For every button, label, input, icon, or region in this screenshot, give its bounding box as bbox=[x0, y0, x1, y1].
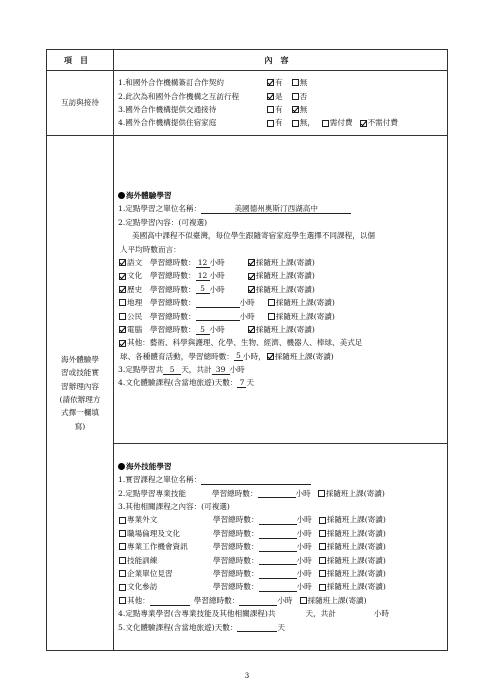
bullet-icon bbox=[118, 192, 125, 199]
skill-item-name: 技能訓練 bbox=[127, 555, 158, 565]
skill-item-name: 專業工作機會資訊 bbox=[127, 542, 188, 552]
checkbox-icon[interactable] bbox=[119, 597, 126, 604]
hours-label: 學習總時數： bbox=[150, 284, 196, 294]
subject-name: 地理 bbox=[127, 298, 143, 308]
form-table bbox=[46, 49, 448, 651]
follow-class-label: 採隨班上課(寄讀) bbox=[255, 324, 315, 334]
skill-item bbox=[118, 540, 443, 553]
skill-item bbox=[118, 567, 443, 580]
subject-name: 語文 bbox=[127, 257, 143, 267]
interact-content bbox=[114, 71, 448, 136]
checkbox-icon[interactable] bbox=[119, 286, 126, 293]
skill-item-name: 專業外文 bbox=[127, 515, 158, 525]
hours-label: 學習總時數： bbox=[150, 311, 196, 321]
hour-unit: 小時 bbox=[209, 271, 225, 281]
exp-other-1: 其他：藝術、科學與護理、化學、生物、經濟、機器人、棒球、美式足 bbox=[118, 336, 443, 349]
checkbox-icon[interactable] bbox=[119, 340, 126, 347]
checkbox-icon[interactable] bbox=[319, 584, 326, 591]
exp-content-label: 2.定點學習內容：(可複選) bbox=[118, 217, 208, 227]
hours-label: 學習總時數： bbox=[213, 555, 259, 565]
exp-unit-name: 美國德州奧斯汀西湖高中 bbox=[201, 204, 351, 214]
skill-item-name: 文化參訪 bbox=[127, 582, 158, 592]
hour-unit: 小時 bbox=[209, 257, 225, 267]
hour-unit: 小時 bbox=[209, 324, 225, 334]
option-label: 是 bbox=[275, 91, 283, 101]
experience-title: 海外體驗學習 bbox=[118, 189, 443, 202]
checkbox-icon[interactable] bbox=[119, 326, 126, 333]
hours-label: 學習總時數： bbox=[213, 582, 259, 592]
mode-label bbox=[47, 136, 114, 651]
hours-label: 學習總時數： bbox=[213, 569, 259, 579]
subject-row bbox=[118, 310, 443, 323]
hour-unit: 小時 bbox=[296, 569, 312, 579]
checkbox-icon[interactable] bbox=[119, 299, 126, 306]
option-label: 無 bbox=[299, 78, 308, 88]
option-label: 否 bbox=[299, 91, 308, 101]
checkbox-icon[interactable] bbox=[292, 79, 299, 86]
skill-item-name: 企業單位見習 bbox=[127, 569, 173, 579]
mode-label-line: 海外體驗學 bbox=[61, 355, 99, 365]
follow-class-label: 採隨班上課(寄讀) bbox=[255, 257, 315, 267]
subject-row bbox=[118, 296, 443, 309]
skill-item bbox=[118, 527, 443, 540]
interact-item-text: 3.國外合作機構提供交通接待 bbox=[118, 104, 217, 114]
interact-item bbox=[118, 76, 443, 89]
checkbox-icon[interactable] bbox=[292, 106, 299, 113]
exp-culture: 4.文化體驗課程(含當地旅遊)天數： 7 天 bbox=[118, 378, 255, 388]
follow-class-label: 採隨班上課(寄讀) bbox=[255, 271, 315, 281]
interact-item bbox=[118, 116, 443, 129]
hours-label: 學習總時數： bbox=[213, 515, 259, 525]
hour-unit: 小時 bbox=[296, 528, 312, 538]
skill-item bbox=[118, 554, 443, 567]
checkbox-icon[interactable] bbox=[119, 557, 126, 564]
interact-row bbox=[47, 71, 448, 136]
interact-item-text: 2.此次為和國外合作機構之互訪行程 bbox=[118, 91, 240, 101]
option-label: 有 bbox=[275, 104, 283, 114]
experience-row bbox=[47, 136, 448, 444]
bullet-icon bbox=[118, 463, 125, 470]
follow-class-label: 採隨班上課(寄讀) bbox=[326, 569, 386, 579]
subject-row: 歷史 學習總時數： 5 小時 採隨班上課(寄讀) bbox=[118, 283, 443, 296]
exp-unit-line: 1.定點學習之單位名稱： 美國德州奧斯汀西湖高中 bbox=[118, 202, 443, 215]
checkbox-icon[interactable] bbox=[119, 259, 126, 266]
checkbox-icon[interactable] bbox=[319, 557, 326, 564]
interact-item-text: 4.國外合作機構提供住宿家庭 bbox=[118, 118, 217, 128]
checkbox-icon[interactable] bbox=[300, 597, 307, 604]
checkbox-icon[interactable] bbox=[319, 517, 326, 524]
skill-unit-field[interactable] bbox=[201, 475, 311, 485]
checkbox-icon[interactable] bbox=[267, 120, 274, 127]
skill-item bbox=[118, 514, 443, 527]
option-label: 無， bbox=[299, 118, 315, 128]
option-label: 有 bbox=[275, 78, 283, 88]
skill-other-label: 3.其他相關課程之內容：(可複選) bbox=[118, 502, 230, 512]
exp-desc-1: 美國高中課程不似臺灣，每位學生跟隨寄宿家庭學生選擇不同課程，以個 bbox=[132, 231, 375, 241]
exp-other-2: 球、各種體育活動，學習總時數： 5 小時， 採隨班上課(寄讀) bbox=[120, 351, 334, 361]
hour-unit: 小時 bbox=[296, 555, 312, 565]
hour-unit: 小時 bbox=[296, 542, 312, 552]
hours-label: 學習總時數： bbox=[213, 542, 259, 552]
header-item: 項目 bbox=[47, 50, 114, 71]
checkbox-icon[interactable] bbox=[318, 490, 325, 497]
exp-period: 3.定點學習共 5 天，共計 39 小時 bbox=[118, 364, 245, 375]
subject-name: 文化 bbox=[127, 271, 143, 281]
follow-class-label: 採隨班上課(寄讀) bbox=[326, 515, 386, 525]
checkbox-icon[interactable] bbox=[119, 313, 126, 320]
checkbox-icon[interactable] bbox=[248, 259, 255, 266]
hours-label: 學習總時數： bbox=[150, 298, 196, 308]
follow-class-label: 採隨班上課(寄讀) bbox=[326, 528, 386, 538]
skill-item bbox=[118, 580, 443, 593]
checkbox-icon[interactable] bbox=[319, 570, 326, 577]
checkbox-icon[interactable] bbox=[119, 570, 126, 577]
exp-desc-2: 人平均時數而言： bbox=[120, 244, 181, 254]
mode-label-line: 寫) bbox=[74, 421, 86, 431]
follow-class-label: 採隨班上課(寄讀) bbox=[255, 284, 315, 294]
skill-item-name: 職場倫理及文化 bbox=[127, 528, 181, 538]
option-label: 有 bbox=[275, 118, 283, 128]
skill-other-item: 其他： 學習總時數： 小時 採隨班上課(寄讀) bbox=[118, 594, 443, 607]
hour-unit: 小時 bbox=[239, 298, 255, 308]
checkbox-icon[interactable] bbox=[248, 326, 255, 333]
checkbox-icon[interactable] bbox=[319, 543, 326, 550]
checkbox-icon[interactable] bbox=[292, 120, 299, 127]
checkbox-icon[interactable] bbox=[119, 517, 126, 524]
follow-class-label: 採隨班上課(寄讀) bbox=[275, 311, 335, 321]
hours-label: 學習總時數： bbox=[150, 271, 196, 281]
subject-row: 文化 學習總時數： 12 小時 採隨班上課(寄讀) bbox=[118, 269, 443, 282]
experience-content bbox=[114, 136, 448, 444]
follow-class-label: 採隨班上課(寄讀) bbox=[275, 298, 335, 308]
mode-label-line: 習辦理內容 bbox=[61, 381, 99, 391]
option-label: 不需付費 bbox=[367, 118, 398, 128]
skill-culture: 5.文化體驗課程(含當地旅遊)天數： 天 bbox=[118, 622, 286, 632]
mode-label-line: (請依辦理方 bbox=[59, 395, 101, 404]
checkbox-icon[interactable] bbox=[319, 530, 326, 537]
checkbox-icon[interactable] bbox=[119, 273, 126, 280]
skill-unit-line: 1.實習課程之單位名稱： bbox=[118, 473, 443, 486]
checkbox-icon[interactable] bbox=[248, 286, 255, 293]
checkbox-icon[interactable] bbox=[360, 120, 367, 127]
hour-unit: 小時 bbox=[209, 284, 225, 294]
checkbox-icon[interactable] bbox=[119, 530, 126, 537]
skill-total: 4.定點專業學習(含專業技能及其他相關課程)共 天，共計 小時 bbox=[118, 609, 390, 619]
checkbox-icon[interactable] bbox=[268, 313, 275, 320]
follow-class-label: 採隨班上課(寄讀) bbox=[326, 542, 386, 552]
mode-label-line: 式擇一欄填 bbox=[61, 408, 99, 418]
checkbox-icon[interactable] bbox=[267, 79, 274, 86]
checkbox-icon[interactable] bbox=[267, 106, 274, 113]
header-row bbox=[47, 50, 448, 71]
subject-name: 歷史 bbox=[127, 284, 143, 294]
checkbox-icon[interactable] bbox=[267, 353, 274, 360]
interact-item bbox=[118, 90, 443, 103]
hours-label: 學習總時數： bbox=[213, 528, 259, 538]
interact-item-text: 1.和國外合作機構簽訂合作契約 bbox=[118, 78, 224, 88]
hour-unit: 小時 bbox=[239, 311, 255, 321]
follow-class-label: 採隨班上課(寄讀) bbox=[326, 555, 386, 565]
checkbox-icon[interactable] bbox=[268, 299, 275, 306]
hours-label: 學習總時數： bbox=[150, 324, 196, 334]
interact-label: 互訪與接待 bbox=[47, 71, 114, 136]
hour-unit: 小時 bbox=[296, 515, 312, 525]
skill-prof-line: 2.定點學習專業技能 學習總時數： 小時 採隨班上課(寄讀) bbox=[118, 488, 385, 498]
follow-class-label: 採隨班上課(寄讀) bbox=[326, 582, 386, 592]
skill-title: 海外技能學習 bbox=[118, 460, 443, 473]
checkbox-icon[interactable] bbox=[267, 93, 274, 100]
page-number: 3 bbox=[244, 672, 250, 680]
subject-name: 電腦 bbox=[127, 324, 143, 334]
subject-row: 電腦 學習總時數： 5 小時 採隨班上課(寄讀) bbox=[118, 323, 443, 336]
skill-content bbox=[114, 444, 448, 651]
checkbox-icon[interactable] bbox=[119, 543, 126, 550]
checkbox-icon[interactable] bbox=[292, 93, 299, 100]
hour-unit: 小時 bbox=[296, 582, 312, 592]
option-label: 無 bbox=[299, 104, 308, 114]
interact-item bbox=[118, 103, 443, 116]
subject-name: 公民 bbox=[127, 311, 143, 321]
subject-row: 語文 學習總時數： 12 小時 採隨班上課(寄讀) bbox=[118, 256, 443, 269]
checkbox-icon[interactable] bbox=[119, 584, 126, 591]
option-label: 需付費 bbox=[329, 118, 353, 128]
mode-label-line: 習或技能實 bbox=[61, 368, 99, 378]
checkbox-icon[interactable] bbox=[248, 273, 255, 280]
hours-label: 學習總時數： bbox=[150, 257, 196, 267]
checkbox-icon[interactable] bbox=[322, 120, 329, 127]
header-content: 內容 bbox=[114, 50, 448, 71]
